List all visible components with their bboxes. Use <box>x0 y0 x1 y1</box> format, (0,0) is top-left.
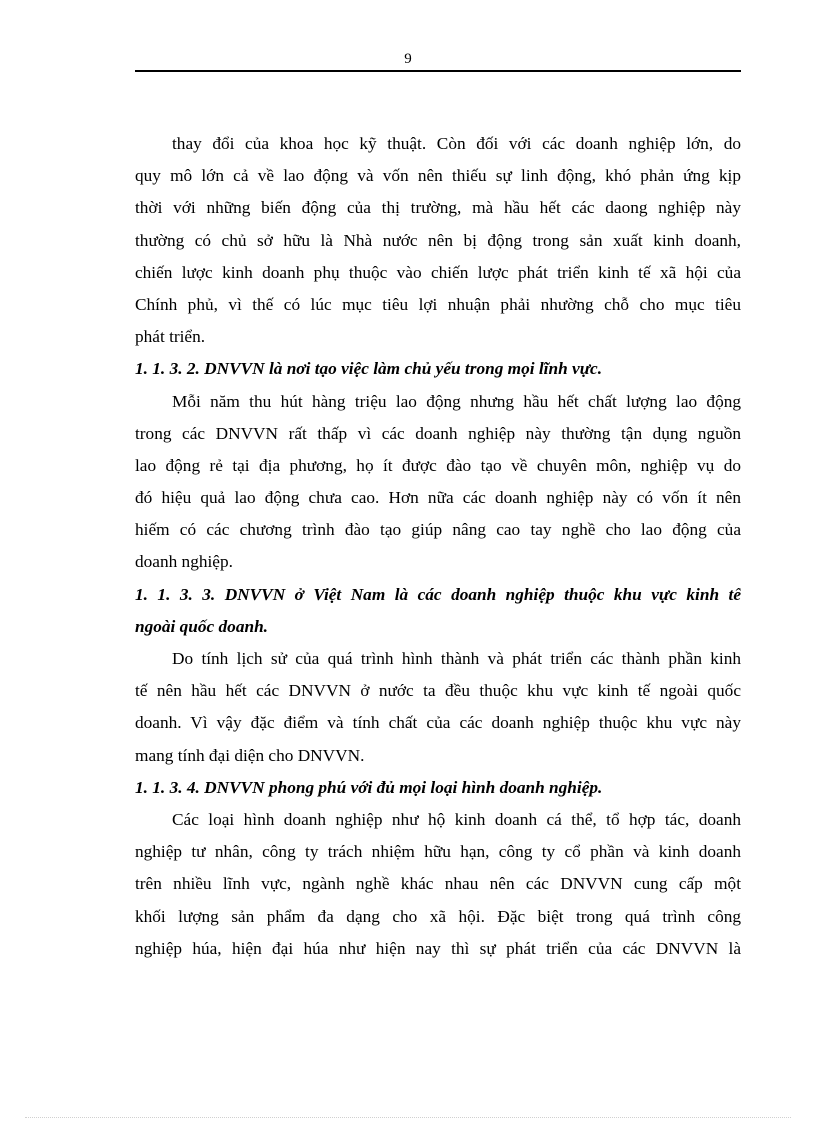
header-rule <box>135 70 741 72</box>
text-line: doanh nghiệp. <box>135 552 233 572</box>
section-heading <box>135 772 741 804</box>
paragraph <box>135 386 741 579</box>
text-line: mang tính đại diện cho DNVVN. <box>135 745 365 765</box>
heading-line: 1. 1. 3. 4. DNVVN phong phú với đủ mọi loại hình doanh nghiệp. <box>135 777 603 797</box>
text-line: hiếm có các chương trình đào tạo giúp nâng cao tay nghề cho lao động của <box>135 520 741 540</box>
text-line: Mỗi năm thu hút hàng triệu lao động nhưng hầu hết chất lượng lao động <box>172 391 741 411</box>
document-body <box>135 128 741 965</box>
page-bottom-border <box>25 1117 791 1118</box>
text-line: quy mô lớn cả về lao động và vốn nên thiếu sự linh động, khó phản ứng kịp <box>135 166 741 186</box>
text-line: đó hiệu quả lao động chưa cao. Hơn nữa các doanh nghiệp này có vốn ít nên <box>135 488 741 508</box>
text-line: doanh. Vì vậy đặc điểm và tính chất của các doanh nghiệp thuộc khu vực này <box>135 713 741 733</box>
text-line: Chính phủ, vì thế có lúc mục tiêu lợi nhuận phải nhường chỗ cho mục tiêu <box>135 294 741 314</box>
paragraph <box>135 643 741 772</box>
page-number: 9 <box>404 51 412 67</box>
text-line: tế nên hầu hết các DNVVN ở nước ta đều thuộc khu vực kinh tế ngoài quốc <box>135 681 741 701</box>
heading-line: 1. 1. 3. 3. DNVVN ở Việt Nam là các doanh nghiệp thuộc khu vực kinh tế <box>135 584 741 604</box>
text-line: thường có chủ sở hữu là Nhà nước nên bị động trong sản xuất kinh doanh, <box>135 230 741 250</box>
text-line: nghiệp tư nhân, công ty trách nhiệm hữu hạn, công ty cổ phần và kinh doanh <box>135 842 741 862</box>
text-line: lao động rẻ tại địa phương, họ ít được đào tạo về chuyên môn, nghiệp vụ do <box>135 455 741 475</box>
text-line: phát triển. <box>135 327 206 347</box>
section-heading <box>135 579 741 643</box>
heading-line: ngoài quốc doanh. <box>135 616 269 636</box>
text-line: nghiệp húa, hiện đại húa như hiện nay thì sự phát triển của các DNVVN là <box>135 938 741 958</box>
paragraph <box>135 128 741 353</box>
text-line: trên nhiều lĩnh vực, ngành nghề khác nhau nên các DNVVN cung cấp một <box>135 874 741 894</box>
text-line: trong các DNVVN rất thấp vì các doanh nghiệp này thường tận dụng nguồn <box>135 423 741 443</box>
text-line: Do tính lịch sử của quá trình hình thành và phát triển các thành phần kinh <box>172 649 741 668</box>
section-heading <box>135 353 741 385</box>
text-line: chiến lược kinh doanh phụ thuộc vào chiến lược phát triển kinh tế xã hội của <box>135 262 741 282</box>
heading-line: 1. 1. 3. 2. DNVVN là nơi tạo việc làm chủ yếu trong mọi lĩnh vực. <box>135 359 603 379</box>
text-line: khối lượng sản phẩm đa dạng cho xã hội. Đặc biệt trong quá trình công <box>135 906 741 926</box>
text-line: thay đổi của khoa học kỹ thuật. Còn đối với các doanh nghiệp lớn, do <box>172 134 741 153</box>
text-line: thời với những biến động của thị trường, mà hầu hết các daong nghiệp này <box>135 198 741 218</box>
text-line: Các loại hình doanh nghiệp như hộ kinh doanh cá thể, tổ hợp tác, doanh <box>172 809 741 829</box>
paragraph <box>135 804 741 965</box>
